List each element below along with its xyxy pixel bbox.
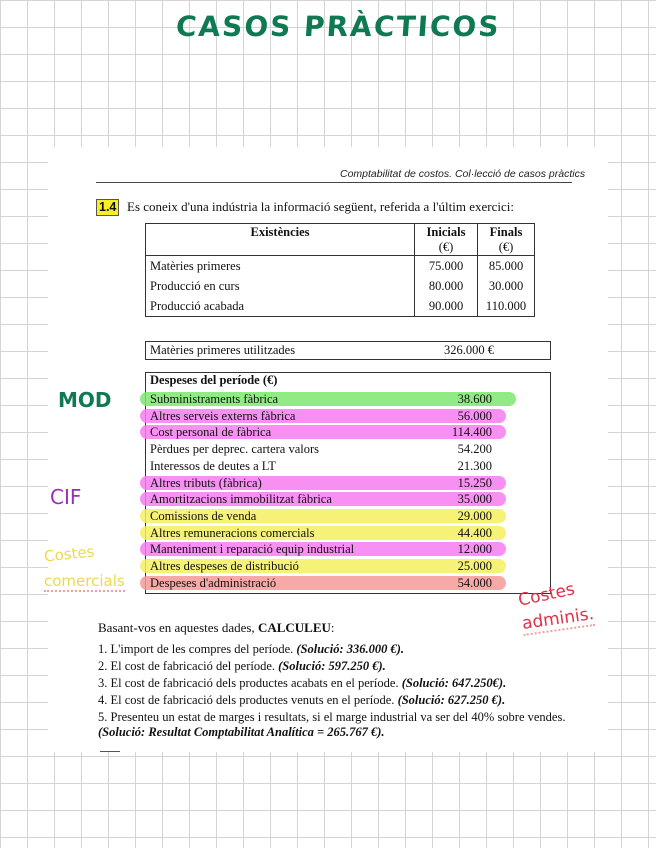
handwritten-cif: CIF	[50, 485, 82, 509]
stock-header-label: Existències	[146, 224, 415, 241]
handwritten-costes-admin-1: Costes	[516, 579, 577, 611]
question-item	[98, 659, 588, 674]
question-item	[98, 710, 588, 740]
question-solution: (Solució: 647.250€).	[401, 676, 507, 690]
document-header: Comptabilitat de costos. Col·lecció de casos pràctics	[340, 168, 586, 180]
stock-row-final: 30.000	[478, 276, 535, 296]
expense-label: Comissions de venda	[150, 508, 257, 523]
exercise-number: 1.4	[96, 199, 119, 216]
materials-used-label: Matèries primeres utilitzades	[150, 343, 296, 357]
stock-header-initial: Inicials	[415, 224, 478, 241]
question-text: 1. L'import de les compres del període.	[98, 642, 297, 656]
expense-label: Interessos de deutes a LT	[150, 458, 276, 473]
handwritten-mod: MOD	[58, 388, 112, 412]
expense-value: 35.000	[457, 492, 492, 507]
question-text: 5. Presenteu un estat de marges i resultats, si el marge industrial va ser del 40% sobre vendes.	[98, 710, 566, 724]
expense-value: 29.000	[457, 508, 492, 523]
expense-value: 38.600	[457, 392, 492, 406]
stock-row-label: Matèries primeres	[146, 256, 415, 277]
expense-label: Altres remuneracions comercials	[150, 525, 315, 540]
stock-row-initial: 80.000	[415, 276, 478, 296]
expense-value: 44.400	[457, 525, 492, 540]
stock-row-label: Producció acabada	[146, 296, 415, 317]
questions-title	[98, 620, 335, 636]
expense-value: 54.200	[457, 442, 492, 457]
stock-row-final: 110.000	[478, 296, 535, 317]
expense-value: 56.000	[457, 408, 492, 423]
questions-title-bold: CALCULEU	[257, 620, 331, 635]
handwritten-costes-comercials-1: Costes	[43, 542, 96, 566]
expense-value: 15.250	[457, 475, 492, 490]
questions-title-pre: Basant-vos en aquestes dades,	[98, 620, 258, 635]
expense-label: Altres serveis externs fàbrica	[150, 408, 296, 423]
expense-value: 25.000	[457, 559, 492, 573]
expense-label: Altres tributs (fàbrica)	[150, 475, 262, 490]
handwritten-costes-admin-2: adminis.	[520, 604, 596, 634]
expense-value: 12.000	[457, 542, 492, 557]
question-item	[98, 693, 588, 708]
handwritten-costes-comercials-2: comercials	[44, 572, 125, 590]
expenses-title: Despeses del període (€)	[150, 373, 278, 387]
stock-row-initial: 90.000	[415, 296, 478, 317]
expense-label: Subministraments fàbrica	[150, 392, 279, 406]
stock-row-final: 85.000	[478, 256, 535, 277]
expense-value: 21.300	[457, 458, 492, 473]
exercise-intro: Es coneix d'una indústria la informació següent, referida a l'últim exercici:	[127, 199, 514, 214]
expense-value: 114.400	[451, 425, 492, 440]
expense-label: Despeses d'administració	[150, 575, 277, 590]
question-solution: (Solució: 597.250 €).	[278, 659, 386, 673]
expense-label: Amortitzacions immobilitzat fàbrica	[150, 492, 332, 507]
question-solution: (Solució: Resultat Comptabilitat Analítica = 265.767 €).	[98, 725, 385, 739]
question-text: 2. El cost de fabricació del període.	[98, 659, 279, 673]
question-solution: (Solució: 336.000 €).	[296, 642, 405, 656]
expense-label: Manteniment i reparació equip industrial	[150, 542, 355, 557]
question-text: 3. El cost de fabricació dels productes acabats en el període.	[98, 676, 402, 690]
expense-label: Pèrdues per deprec. cartera valors	[150, 442, 320, 457]
footnote-dash	[100, 751, 120, 752]
materials-used-value: 326.000 €	[444, 343, 494, 357]
stock-row-label: Producció en curs	[146, 276, 415, 296]
stock-header-final: Finals	[478, 224, 535, 241]
expense-value: 54.000	[457, 575, 492, 590]
materials-used-box	[145, 341, 551, 360]
questions-title-post: :	[330, 620, 335, 635]
stock-unit-initial: (€)	[415, 240, 478, 256]
stock-unit-final: (€)	[478, 240, 535, 256]
handwritten-title: CASOS PRÀCTICOS	[174, 10, 502, 43]
header-rule	[96, 182, 572, 183]
stock-row-initial: 75.000	[415, 256, 478, 277]
question-text: 4. El cost de fabricació dels productes venuts en el període.	[98, 693, 398, 707]
expense-label: Cost personal de fàbrica	[150, 425, 272, 440]
question-item	[98, 642, 588, 657]
stock-table	[145, 223, 535, 317]
expense-label: Altres despeses de distribució	[150, 559, 299, 573]
question-solution: (Solució: 627.250 €).	[397, 693, 506, 707]
stock-header-blank	[146, 240, 415, 256]
question-item	[98, 676, 588, 691]
